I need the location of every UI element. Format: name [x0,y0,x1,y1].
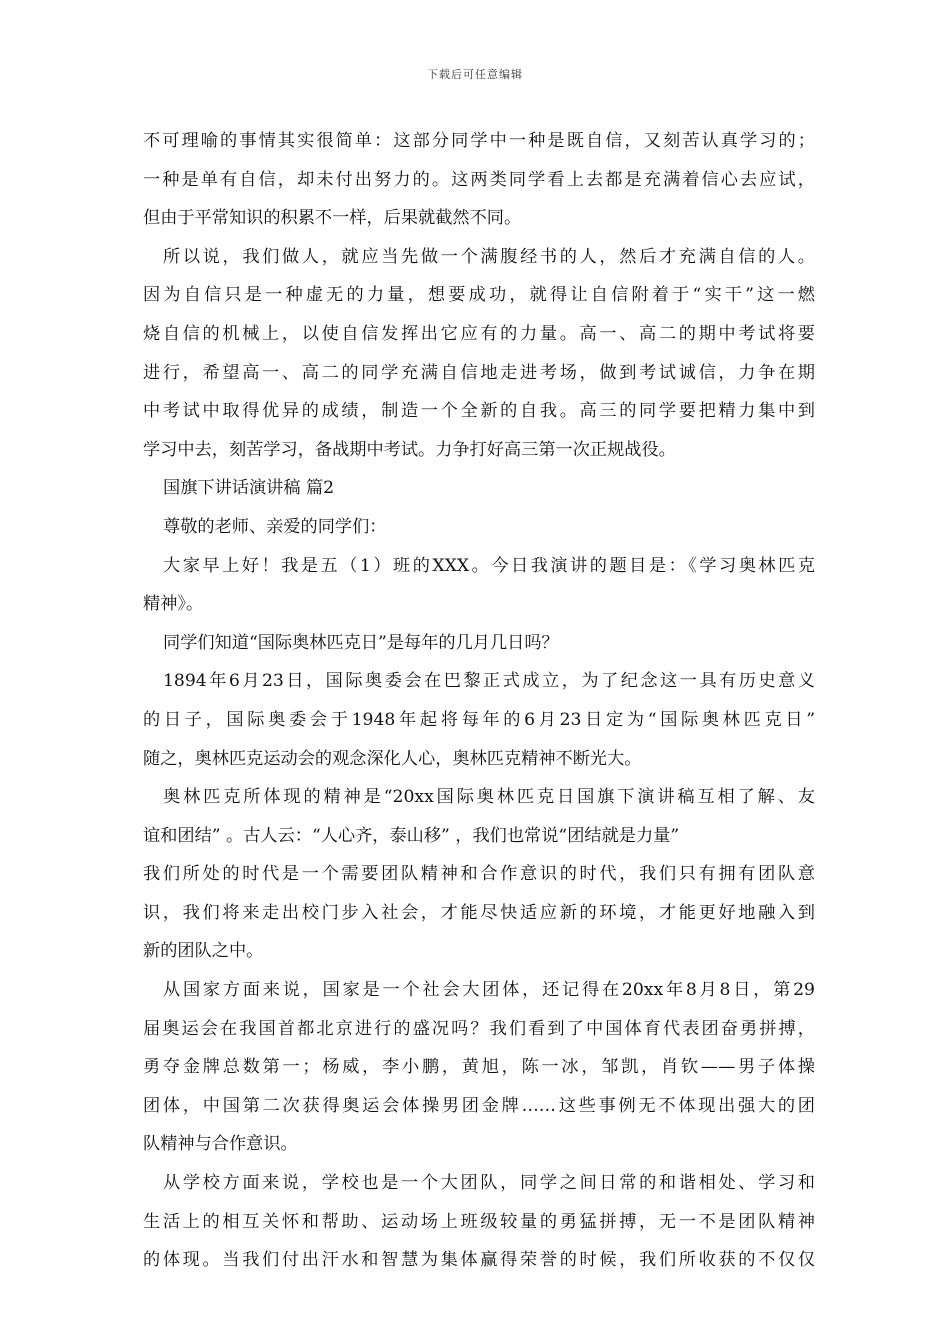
text-line: 大家早上好！我是五（1）班的XXX。今日我演讲的题目是：《学习奥林匹克 [163,555,815,576]
text-line: 勇夺金牌总数第一；杨威，李小鹏，黄旭，陈一冰，邹凯，肖钦——男子体操 [143,1057,815,1078]
document-body [143,122,815,1280]
text-line: 队精神与合作意识。 [143,1134,298,1155]
text-line: 不可理喻的事情其实很简单：这部分同学中一种是既自信，又刻苦认真学习的； [143,131,815,151]
text-line: 团体，中国第二次获得奥运会体操男团金牌……这些事例无不体现出强大的团 [143,1095,815,1116]
text-line: 从国家方面来说，国家是一个社会大团体，还记得在20xx年8月8日，第29 [163,980,815,1001]
text-line: 从学校方面来说，学校也是一个大团队，同学之间日常的和谐相处、学习和 [163,1173,815,1194]
text-line: 届奥运会在我国首都北京进行的盛况吗？我们看到了中国体育代表团奋勇拼搏， [143,1018,815,1039]
text-line: 烧自信的机械上，以使自信发挥出它应有的力量。高一、高二的期中考试将要 [143,323,815,344]
text-line: 的体现。当我们付出汗水和智慧为集体赢得荣誉的时候，我们所收获的不仅仅 [143,1250,815,1271]
text-line: 中考试中取得优异的成绩，制造一个全新的自我。高三的同学要把精力集中到 [143,401,815,422]
text-line: 随之，奥林匹克运动会的观念深化人心，奥林匹克精神不断光大。 [143,748,642,769]
text-line: 因为自信只是一种虚无的力量，想要成功，就得让自信附着于“实干”这一燃 [143,285,815,306]
text-line: 精神》。 [143,594,204,615]
text-line: 学习中去，刻苦学习，备战期中考试。力争打好高三第一次正规战役。 [143,439,676,460]
text-line: 我们所处的时代是一个需要团队精神和合作意识的时代，我们只有拥有团队意 [143,864,815,885]
text-line: 的日子，国际奥委会于1948年起将每年的6月23日定为“国际奥林匹克日” [143,709,815,730]
page-header: 下载后可任意编辑 [427,68,523,81]
text-line: 所以说，我们做人，就应当先做一个满腹经书的人，然后才充满自信的人。 [163,246,815,267]
text-line: 国旗下讲话演讲稿 篇2 [163,478,335,499]
text-line: 奥林匹克所体现的精神是“20xx国际奥林匹克日国旗下演讲稿互相了解、友 [163,787,815,808]
text-line: 尊敬的老师、亲爱的同学们： [163,516,387,537]
text-line: 新的团队之中。 [143,941,264,962]
text-line: 同学们知道“国际奥林匹克日”是每年的几月几日吗？ [163,632,559,653]
text-line: 谊和团结” 。古人云：“人心齐，泰山移” ，我们也常说“团结就是力量” [143,825,680,846]
text-line: 进行，希望高一、高二的同学充满自信地走进考场，做到考试诚信，力争在期 [143,362,815,383]
text-line: 但由于平常知识的积累不一样，后果就截然不同。 [143,208,522,229]
text-line: 1894年6月23日，国际奥委会在巴黎正式成立，为了纪念这一具有历史意义 [163,671,815,692]
text-line: 一种是单有自信，却未付出努力的。这两类同学看上去都是充满着信心去应试， [143,169,815,190]
text-line: 生活上的相互关怀和帮助、运动场上班级较量的勇猛拼搏，无一不是团队精神 [143,1211,815,1232]
text-line: 识，我们将来走出校门步入社会，才能尽快适应新的环境，才能更好地融入到 [143,902,815,923]
